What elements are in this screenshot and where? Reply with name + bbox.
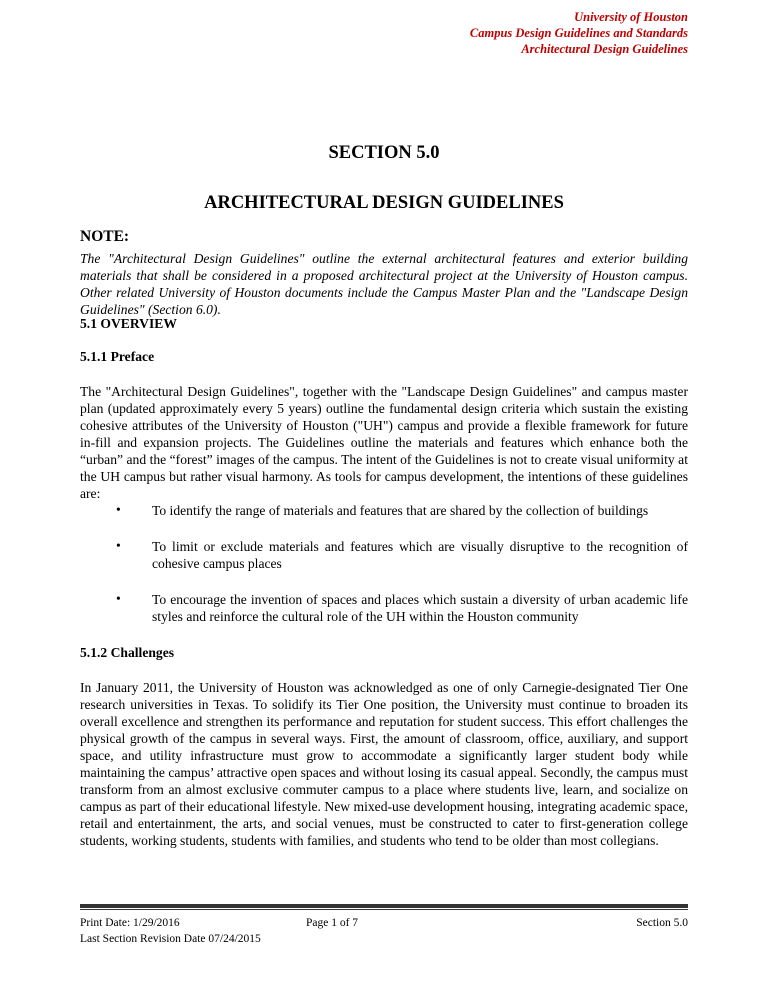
challenges-paragraph: In January 2011, the University of Houston was acknowledged as one of only Carnegie-designated Tier One research universities in Texas. To solidify its Tier One position, the University must continue to broaden its overall excellence and strengthen its performance and reputation for student success. This effort challenges the physical growth of the campus in several ways. First, the amount of classroom, office, auxiliary, and support space, and utility infrastructure must grow to accommodate a significantly larger student body while maintaining the campus’ attractive open spaces and without losing its casual appeal. Secondly, the campus must transform from an almost exclusive commuter campus to a place where students live, learn, and socialize on campus as part of their educational lifestyle. New mixed-use development housing, integrating academic space, retail and entertainment, the arts, and social venues, must be constructed to cater to first-generation college students, working students, students with families, and students who tend to be older than most collegians. bbox=[80, 680, 688, 848]
preface-paragraph: The "Architectural Design Guidelines", together with the "Landscape Design Guidelines" and campus master plan (updated approximately every 5 years) outline the fundamental design criteria which sustain the existing cohesive attributes of the University of Houston ("UH") campus and provide a flexible framework for future in-fill and expansion projects. The Guidelines outline the materials and features which enhance both the “urban” and the “forest” images of the campus. The intent of the Guidelines is not to create visual uniformity at the UH campus but rather visual harmony. As tools for campus development, the intentions of these guidelines are: bbox=[80, 384, 688, 501]
bullet-icon: • bbox=[116, 538, 121, 553]
page-number: Page 1 of 7 bbox=[306, 917, 359, 929]
footer-dates bbox=[80, 915, 261, 947]
footer-section: Section 5.0 bbox=[636, 917, 688, 929]
header-section-name: Architectural Design Guidelines bbox=[521, 42, 688, 56]
heading-5-1: 5.1 OVERVIEW bbox=[80, 316, 177, 331]
section-number: SECTION 5.0 bbox=[328, 143, 440, 163]
header-guidelines: Campus Design Guidelines and Standards bbox=[469, 26, 688, 40]
footer-rule-thin bbox=[80, 909, 688, 910]
revision-date: Last Section Revision Date 07/24/2015 bbox=[80, 933, 261, 945]
note-label: NOTE: bbox=[80, 228, 130, 245]
heading-5-1-2: 5.1.2 Challenges bbox=[80, 645, 175, 660]
running-header bbox=[470, 9, 688, 57]
print-date: Print Date: 1/29/2016 bbox=[80, 917, 180, 929]
document-page: University of Houston Campus Design Guidelines and Standards Architectural Design Guidelines SECTION 5.0 ARCHITECTURAL DESIGN GUIDELINES NOTE: The "Architectural Design Guidelines" outline the external architectural features and exterior building materials that shall be considered in a proposed architectural project at the University of Houston campus. Other related University of Houston documents include the Campus Master Plan and the "Landscape Design Guidelines" (Section 6.0). 5.1 OVERVIEW 5.1.1 Preface The "Architectural Design Guidelines", together with the "Landscape Design Guidelines" and campus master plan (updated approximately every 5 years) outline the fundamental design criteria which sustain the existing cohesive attributes of the University of Houston ("UH") campus and provide a flexible framework for future in-fill and expansion projects. The Guidelines outline the materials and features which enhance both the “urban” and the “forest” images of the campus. The intent of the Guidelines is not to create visual uniformity at the UH campus but rather visual harmony. As tools for campus development, the intentions of these guidelines are: • To identify the range of materials and features that are shared by the collection of buildings • To limit or exclude materials and features which are visually disruptive to the recognition of cohesive campus places • To encourage the invention of spaces and places which sustain a diversity of urban academic life styles and reinforce the cultural role of the UH within the Houston community 5.1.2 Challenges In January 2011, the University of Houston was acknowledged as one of only Carnegie-designated Tier One research universities in Texas. To solidify its Tier One position, the University must continue to broaden its overall excellence and strengthen its performance and reputation for student success. This effort challenges the physical growth of the campus in several ways. First, the amount of classroom, office, auxiliary, and support space, and utility infrastructure must grow to accommodate a significantly larger student body while maintaining the campus’ attractive open spaces and without losing its casual appeal. Secondly, the campus must transform from an almost exclusive commuter campus to a place where students live, learn, and socialize on campus as part of their educational lifestyle. New mixed-use development housing, integrating academic space, retail and entertainment, the arts, and social venues, must be constructed to cater to first-generation college students, working students, students with families, and students who tend to be older than most collegians. Print Date: 1/29/2016 Last Section Revision Date 07/24/2015 Page 1 of 7 Section 5.0 bbox=[0, 0, 768, 994]
note-text: The "Architectural Design Guidelines" outline the external architectural features and exterior building materials that shall be considered in a proposed architectural project at the University of Houston campus. Other related University of Houston documents include the Campus Master Plan and the "Landscape Design Guidelines" (Section 6.0). bbox=[80, 251, 688, 317]
bullet-icon: • bbox=[116, 591, 121, 606]
bullet-icon: • bbox=[116, 502, 121, 517]
header-university: University of Houston bbox=[574, 10, 688, 24]
footer-rule bbox=[80, 904, 688, 908]
heading-5-1-1: 5.1.1 Preface bbox=[80, 349, 155, 364]
section-title: ARCHITECTURAL DESIGN GUIDELINES bbox=[204, 193, 564, 213]
